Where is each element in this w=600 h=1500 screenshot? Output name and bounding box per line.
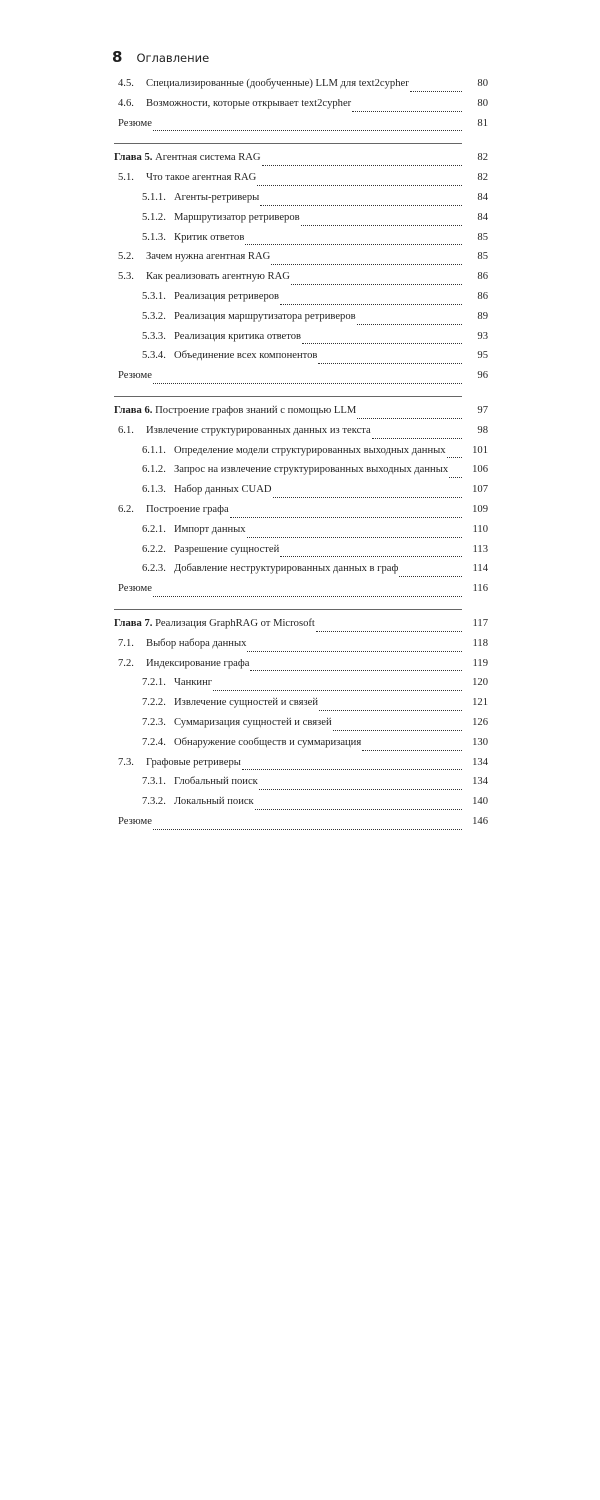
dot-leader xyxy=(255,808,462,810)
toc-section-entry[interactable] xyxy=(114,172,488,192)
dot-leader xyxy=(280,303,462,305)
section-title: Реализация ретриверов xyxy=(174,291,280,302)
page-ref: 134 xyxy=(462,776,488,1500)
dot-leader xyxy=(333,729,462,731)
toc-section-entry[interactable] xyxy=(114,271,488,291)
toc-section-entry[interactable] xyxy=(114,737,488,757)
section-title: Резюме xyxy=(118,118,153,129)
entry-heading xyxy=(114,405,357,416)
toc-section-entry[interactable] xyxy=(114,717,488,737)
section-title: Что такое агентная RAG xyxy=(146,172,257,183)
dot-leader xyxy=(410,90,462,92)
dot-leader xyxy=(319,709,462,711)
dot-leader xyxy=(271,263,462,265)
toc-section-entry[interactable] xyxy=(114,658,488,678)
section-number: 7.2. xyxy=(118,658,134,669)
toc-section-entry[interactable] xyxy=(114,504,488,524)
page-ref: 81 xyxy=(462,118,488,868)
toc-section-entry[interactable] xyxy=(114,350,488,370)
page-ref: 82 xyxy=(462,172,488,922)
toc-section-entry[interactable] xyxy=(114,331,488,351)
page-ref: 107 xyxy=(462,484,488,1234)
section-title: Суммаризация сущностей и связей xyxy=(174,717,333,728)
section-number: 7.2.1. xyxy=(142,677,166,688)
section-title: Возможности, которые открывает text2cypher xyxy=(146,98,352,109)
page-ref: 121 xyxy=(462,697,488,1447)
section-number: 7.3.1. xyxy=(142,776,166,787)
page-ref: 80 xyxy=(462,78,488,828)
section-title: Агенты-ретриверы xyxy=(174,192,260,203)
page-ref: 119 xyxy=(462,658,488,1408)
page-ref: 84 xyxy=(462,192,488,942)
page-ref: 114 xyxy=(462,563,488,1313)
page-ref: 96 xyxy=(462,370,488,1120)
toc-section-entry[interactable] xyxy=(114,78,488,98)
dot-leader xyxy=(153,828,462,830)
dot-leader xyxy=(153,382,462,384)
section-number: 6.1. xyxy=(118,425,134,436)
section-number: 6.1.1. xyxy=(142,445,166,456)
chapter-separator xyxy=(114,396,486,397)
dot-leader xyxy=(213,689,462,691)
toc-section-entry[interactable] xyxy=(114,757,488,777)
section-title: Критик ответов xyxy=(174,232,245,243)
section-title: Резюме xyxy=(118,816,153,827)
toc-summary-entry[interactable] xyxy=(114,816,488,836)
toc-section-entry[interactable] xyxy=(114,212,488,232)
dot-leader xyxy=(447,456,462,458)
section-number: 5.3.3. xyxy=(142,331,166,342)
dot-leader xyxy=(301,224,462,226)
page-ref: 140 xyxy=(462,796,488,1500)
page-ref: 116 xyxy=(462,583,488,1333)
toc-chapter-entry[interactable] xyxy=(114,618,488,638)
dot-leader xyxy=(257,184,462,186)
section-number: 5.3. xyxy=(118,271,134,282)
dot-leader xyxy=(153,129,462,131)
toc-section-entry[interactable] xyxy=(114,638,488,658)
page-number: 8 xyxy=(112,48,122,66)
page-ref: 98 xyxy=(462,425,488,1175)
toc-section-entry[interactable] xyxy=(114,484,488,504)
dot-leader xyxy=(250,669,462,671)
section-number: 5.3.4. xyxy=(142,350,166,361)
chapter-label: Глава 7. xyxy=(114,618,152,629)
dot-leader xyxy=(372,437,462,439)
section-number: 6.2.1. xyxy=(142,524,166,535)
page-ref: 106 xyxy=(462,464,488,1214)
section-number: 6.2. xyxy=(118,504,134,515)
toc-section-entry[interactable] xyxy=(114,697,488,717)
dot-leader xyxy=(280,555,462,557)
page-ref: 110 xyxy=(462,524,488,1274)
section-title: Обнаружение сообществ и суммаризация xyxy=(174,737,362,748)
dot-leader xyxy=(259,788,462,790)
dot-leader xyxy=(291,283,462,285)
toc-section-entry[interactable] xyxy=(114,98,488,118)
toc-section-entry[interactable] xyxy=(114,524,488,544)
section-title: Глобальный поиск xyxy=(174,776,259,787)
dot-leader xyxy=(316,630,462,632)
toc-summary-entry[interactable] xyxy=(114,370,488,390)
page-ref: 86 xyxy=(462,291,488,1041)
section-title: Резюме xyxy=(118,370,153,381)
section-title: Чанкинг xyxy=(174,677,213,688)
entry-heading xyxy=(114,152,262,163)
toc-section-entry[interactable] xyxy=(114,232,488,252)
toc-section-entry[interactable] xyxy=(114,445,488,465)
dot-leader xyxy=(357,417,462,419)
page-ref: 97 xyxy=(462,405,488,1155)
dot-leader xyxy=(153,595,462,597)
section-number: 7.1. xyxy=(118,638,134,649)
dot-leader xyxy=(260,204,462,206)
dot-leader xyxy=(273,496,462,498)
page-ref: 93 xyxy=(462,331,488,1081)
section-title: Запрос на извлечение структурированных выходных данных xyxy=(174,464,449,475)
chapter-separator xyxy=(114,143,486,144)
page-ref: 101 xyxy=(462,445,488,1195)
section-title: Выбор набора данных xyxy=(146,638,247,649)
chapter-title: Реализация GraphRAG от Microsoft xyxy=(155,618,315,629)
section-number: 6.2.2. xyxy=(142,544,166,555)
page-ref: 113 xyxy=(462,544,488,1294)
page-ref: 134 xyxy=(462,757,488,1500)
section-number: 4.5. xyxy=(118,78,134,89)
page-ref: 117 xyxy=(462,618,488,1368)
section-title: Построение графа xyxy=(146,504,230,515)
page-ref: 82 xyxy=(462,152,488,902)
toc-section-entry[interactable] xyxy=(114,251,488,271)
toc-section-entry[interactable] xyxy=(114,464,488,484)
chapter-title: Агентная система RAG xyxy=(155,152,261,163)
section-title: Графовые ретриверы xyxy=(146,757,242,768)
section-number: 6.1.2. xyxy=(142,464,166,475)
toc-chapter-entry[interactable] xyxy=(114,152,488,172)
section-title: Извлечение сущностей и связей xyxy=(174,697,319,708)
page-ref: 126 xyxy=(462,717,488,1467)
section-title: Объединение всех компонентов xyxy=(174,350,318,361)
dot-leader xyxy=(357,323,462,325)
toc-section-entry[interactable] xyxy=(114,192,488,212)
section-number: 7.3.2. xyxy=(142,796,166,807)
page-ref: 89 xyxy=(462,311,488,1061)
toc-section-entry[interactable] xyxy=(114,776,488,796)
page-ref: 85 xyxy=(462,251,488,1001)
dot-leader xyxy=(449,476,462,478)
table-of-contents xyxy=(114,78,488,836)
section-number: 7.2.4. xyxy=(142,737,166,748)
chapter-label: Глава 6. xyxy=(114,405,152,416)
dot-leader xyxy=(245,243,462,245)
section-title: Определение модели структурированных выходных данных xyxy=(174,445,447,456)
section-number: 7.3. xyxy=(118,757,134,768)
section-title: Резюме xyxy=(118,583,153,594)
section-number: 5.2. xyxy=(118,251,134,262)
running-title: Оглавление xyxy=(136,51,209,65)
page-ref: 130 xyxy=(462,737,488,1487)
section-number: 6.1.3. xyxy=(142,484,166,495)
dot-leader xyxy=(262,164,462,166)
toc-chapter-entry[interactable] xyxy=(114,405,488,425)
chapter-title: Построение графов знаний с помощью LLM xyxy=(155,405,356,416)
section-title: Как реализовать агентную RAG xyxy=(146,271,291,282)
toc-section-entry[interactable] xyxy=(114,544,488,564)
section-title: Разрешение сущностей xyxy=(174,544,280,555)
chapter-separator xyxy=(114,609,486,610)
page-ref: 95 xyxy=(462,350,488,1100)
dot-leader xyxy=(318,362,462,364)
section-title: Маршрутизатор ретриверов xyxy=(174,212,301,223)
toc-section-entry[interactable] xyxy=(114,311,488,331)
section-title: Зачем нужна агентная RAG xyxy=(146,251,271,262)
section-number: 7.2.3. xyxy=(142,717,166,728)
section-number: 5.3.1. xyxy=(142,291,166,302)
toc-section-entry[interactable] xyxy=(114,677,488,697)
section-title: Извлечение структурированных данных из текста xyxy=(146,425,372,436)
page-ref: 118 xyxy=(462,638,488,1388)
section-number: 5.1. xyxy=(118,172,134,183)
page-ref: 146 xyxy=(462,816,488,1500)
section-title: Набор данных CUAD xyxy=(174,484,273,495)
dot-leader xyxy=(247,650,462,652)
dot-leader xyxy=(242,768,462,770)
page-ref: 109 xyxy=(462,504,488,1254)
running-header xyxy=(112,48,209,66)
section-title: Локальный поиск xyxy=(174,796,255,807)
chapter-label: Глава 5. xyxy=(114,152,152,163)
section-number: 6.2.3. xyxy=(142,563,166,574)
page-ref: 80 xyxy=(462,98,488,848)
dot-leader xyxy=(352,110,462,112)
section-number: 5.1.1. xyxy=(142,192,166,203)
page-ref: 84 xyxy=(462,212,488,962)
entry-heading xyxy=(114,618,316,629)
section-title: Добавление неструктурированных данных в граф xyxy=(174,563,399,574)
section-title: Реализация критика ответов xyxy=(174,331,302,342)
toc-section-entry[interactable] xyxy=(114,563,488,583)
section-title: Импорт данных xyxy=(174,524,247,535)
section-number: 5.1.3. xyxy=(142,232,166,243)
toc-section-entry[interactable] xyxy=(114,796,488,816)
page-ref: 120 xyxy=(462,677,488,1427)
page-ref: 86 xyxy=(462,271,488,1021)
section-number: 5.1.2. xyxy=(142,212,166,223)
section-number: 7.2.2. xyxy=(142,697,166,708)
section-number: 4.6. xyxy=(118,98,134,109)
dot-leader xyxy=(247,536,462,538)
toc-summary-entry[interactable] xyxy=(114,118,488,138)
section-title: Реализация маршрутизатора ретриверов xyxy=(174,311,357,322)
section-title: Специализированные (дообученные) LLM для text2cypher xyxy=(146,78,410,89)
toc-section-entry[interactable] xyxy=(114,425,488,445)
section-number: 5.3.2. xyxy=(142,311,166,322)
section-title: Индексирование графа xyxy=(146,658,250,669)
dot-leader xyxy=(230,516,462,518)
dot-leader xyxy=(399,575,462,577)
toc-summary-entry[interactable] xyxy=(114,583,488,603)
page-ref: 85 xyxy=(462,232,488,982)
toc-section-entry[interactable] xyxy=(114,291,488,311)
dot-leader xyxy=(302,342,462,344)
